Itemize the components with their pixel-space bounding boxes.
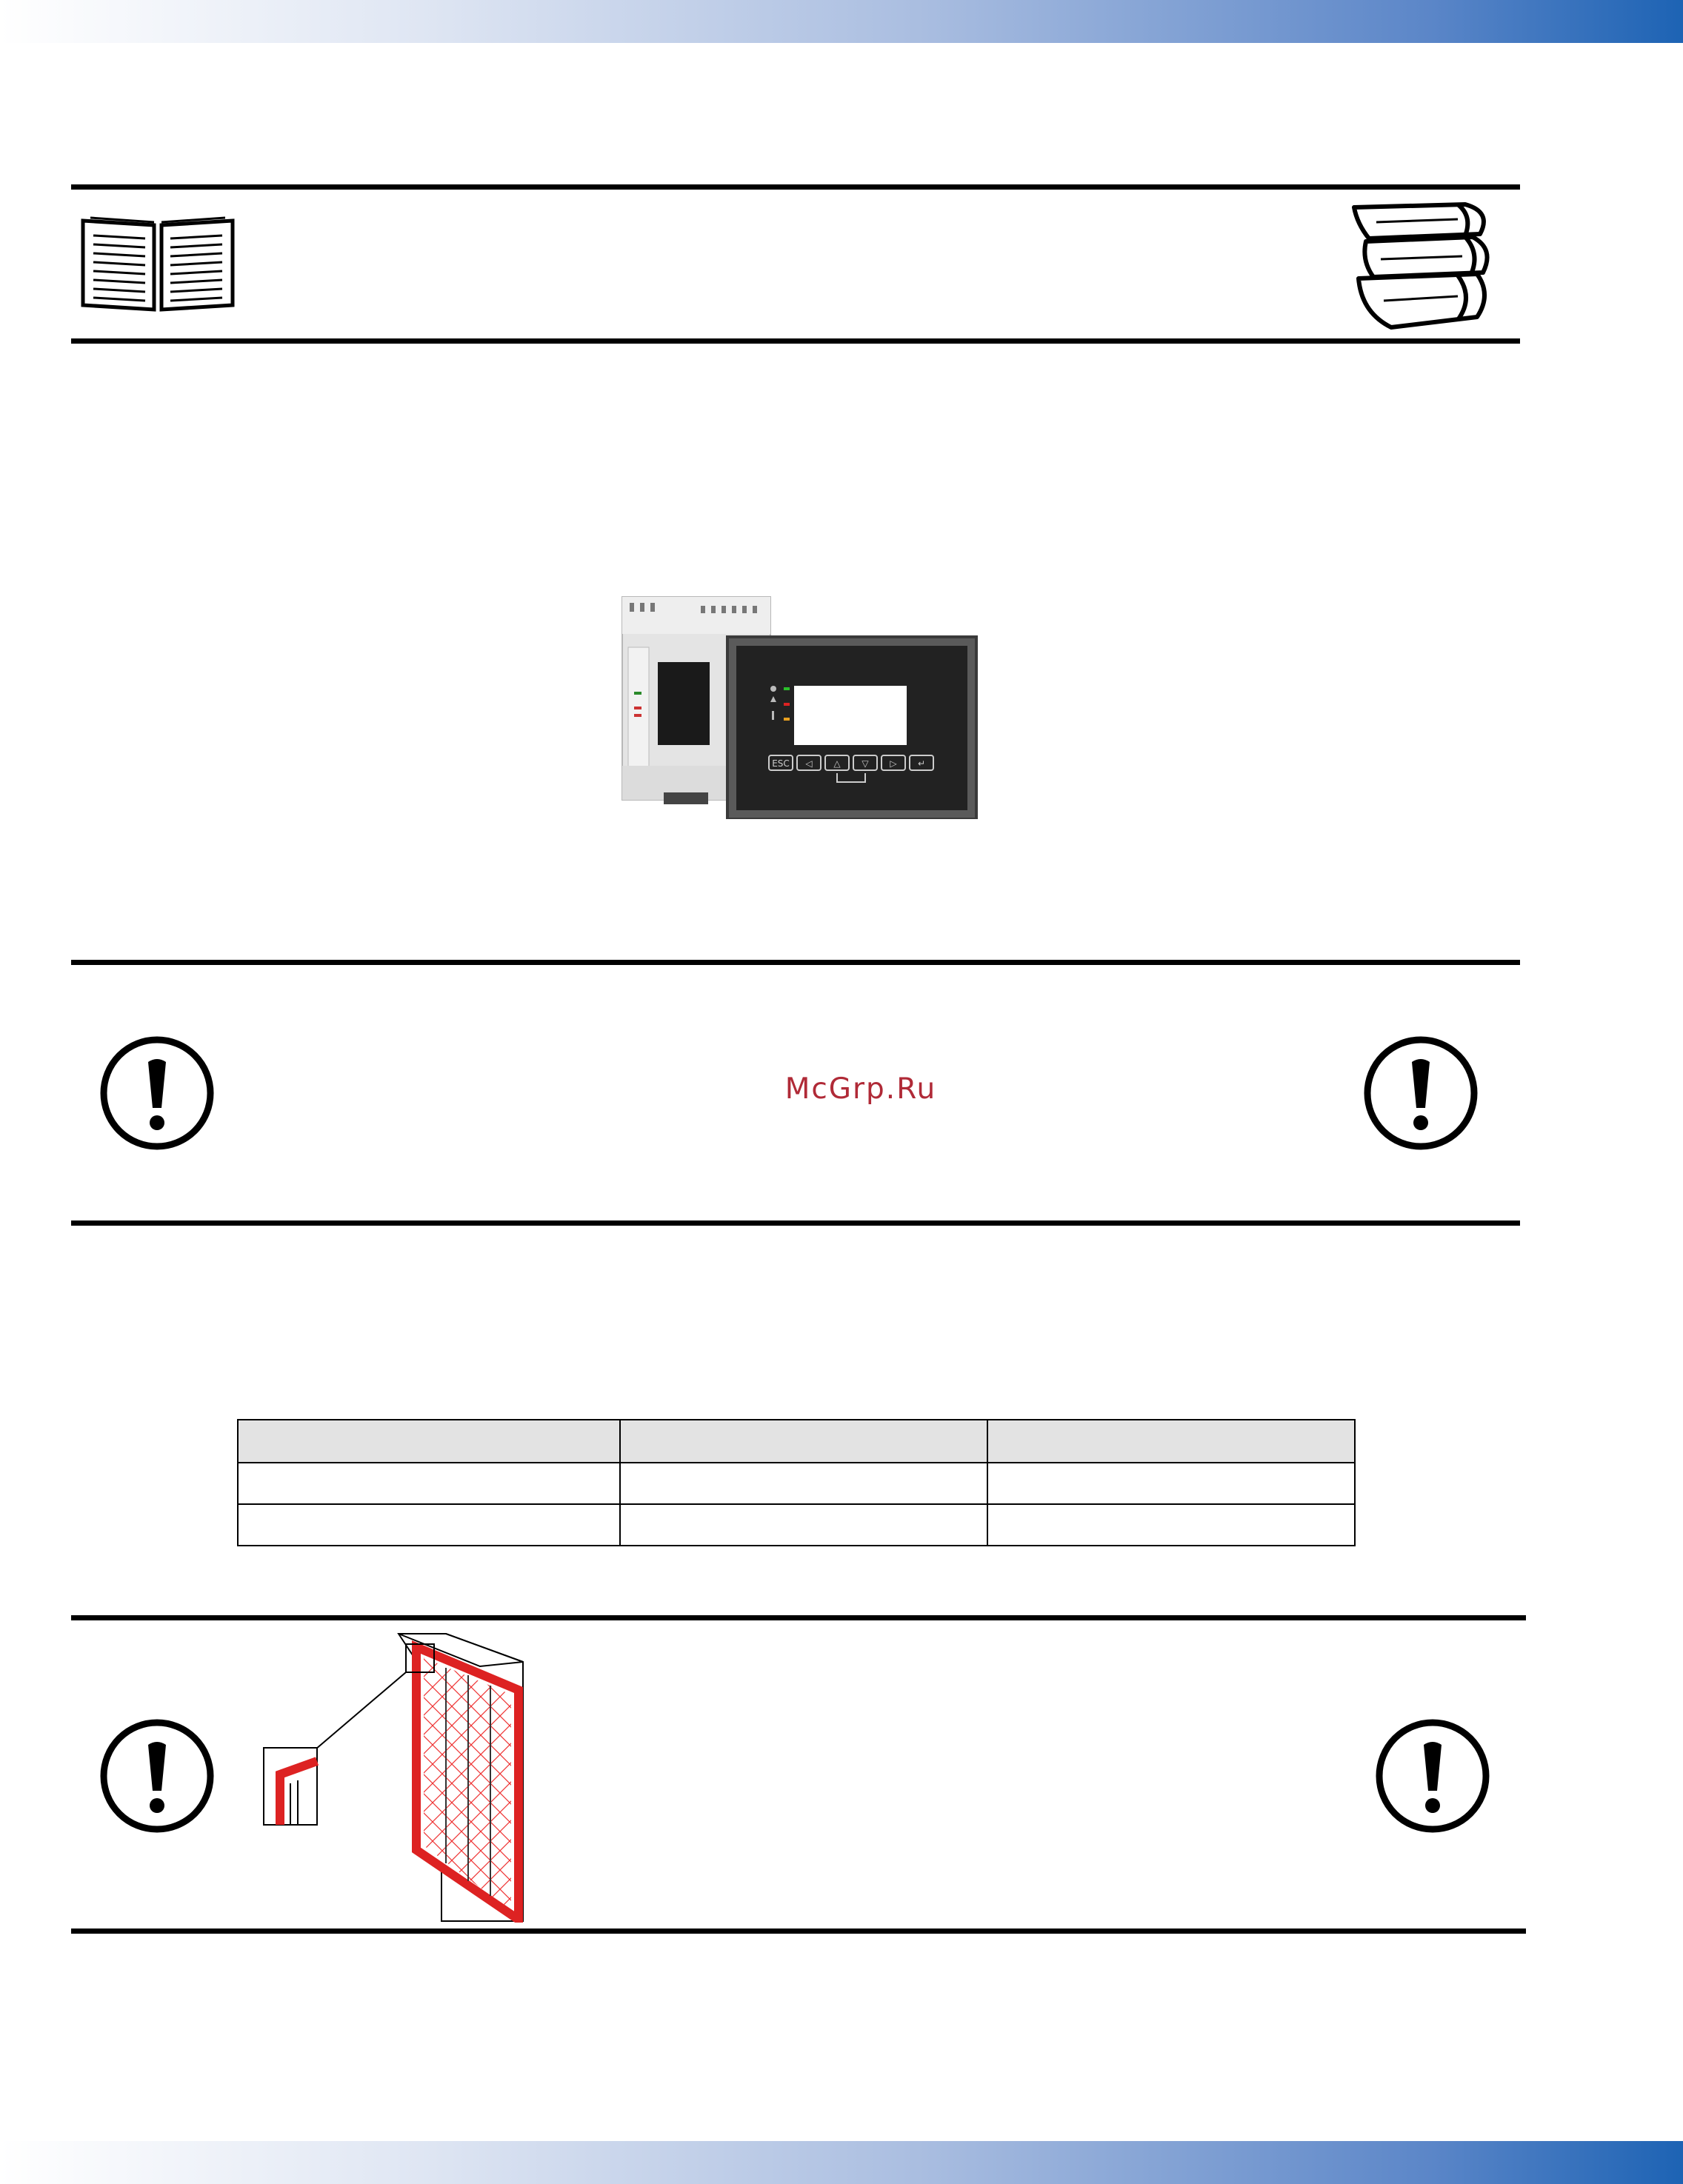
table-cell [987,1504,1355,1546]
exclamation-circle-icon [1363,1035,1479,1151]
svg-text:△: △ [833,758,841,769]
section-rule [71,1928,1526,1934]
header-band [0,0,1683,43]
table-cell [620,1463,987,1504]
table-header-cell [238,1420,620,1463]
table-cell [238,1463,620,1504]
section-rule [71,338,1520,344]
air-filter-diagram [259,1629,570,1923]
open-book-icon [80,215,236,313]
table-header-row [238,1420,1355,1463]
section-rule [71,1220,1520,1226]
section-rule [71,1615,1526,1620]
exclamation-circle-icon [99,1718,215,1834]
svg-text:↵: ↵ [917,758,926,769]
table-cell [620,1504,987,1546]
svg-text:▷: ▷ [890,758,897,769]
table-row [238,1504,1355,1546]
table-cell [238,1504,620,1546]
svg-text:◁: ◁ [805,758,813,769]
section-rule [71,960,1520,965]
spec-table [237,1419,1356,1546]
svg-text:▽: ▽ [862,758,869,769]
table-header-cell [620,1420,987,1463]
exclamation-circle-icon [99,1035,215,1151]
svg-text:ESC: ESC [772,758,790,769]
table-header-cell [987,1420,1355,1463]
exclamation-circle-icon [1375,1718,1490,1834]
watermark-text: McGrp.Ru [784,1072,937,1106]
section-rule [71,184,1520,190]
table-row [238,1463,1355,1504]
controller-display-image [619,595,978,819]
table-cell [987,1463,1355,1504]
footer-band [0,2141,1683,2184]
book-stack-icon [1347,201,1495,332]
